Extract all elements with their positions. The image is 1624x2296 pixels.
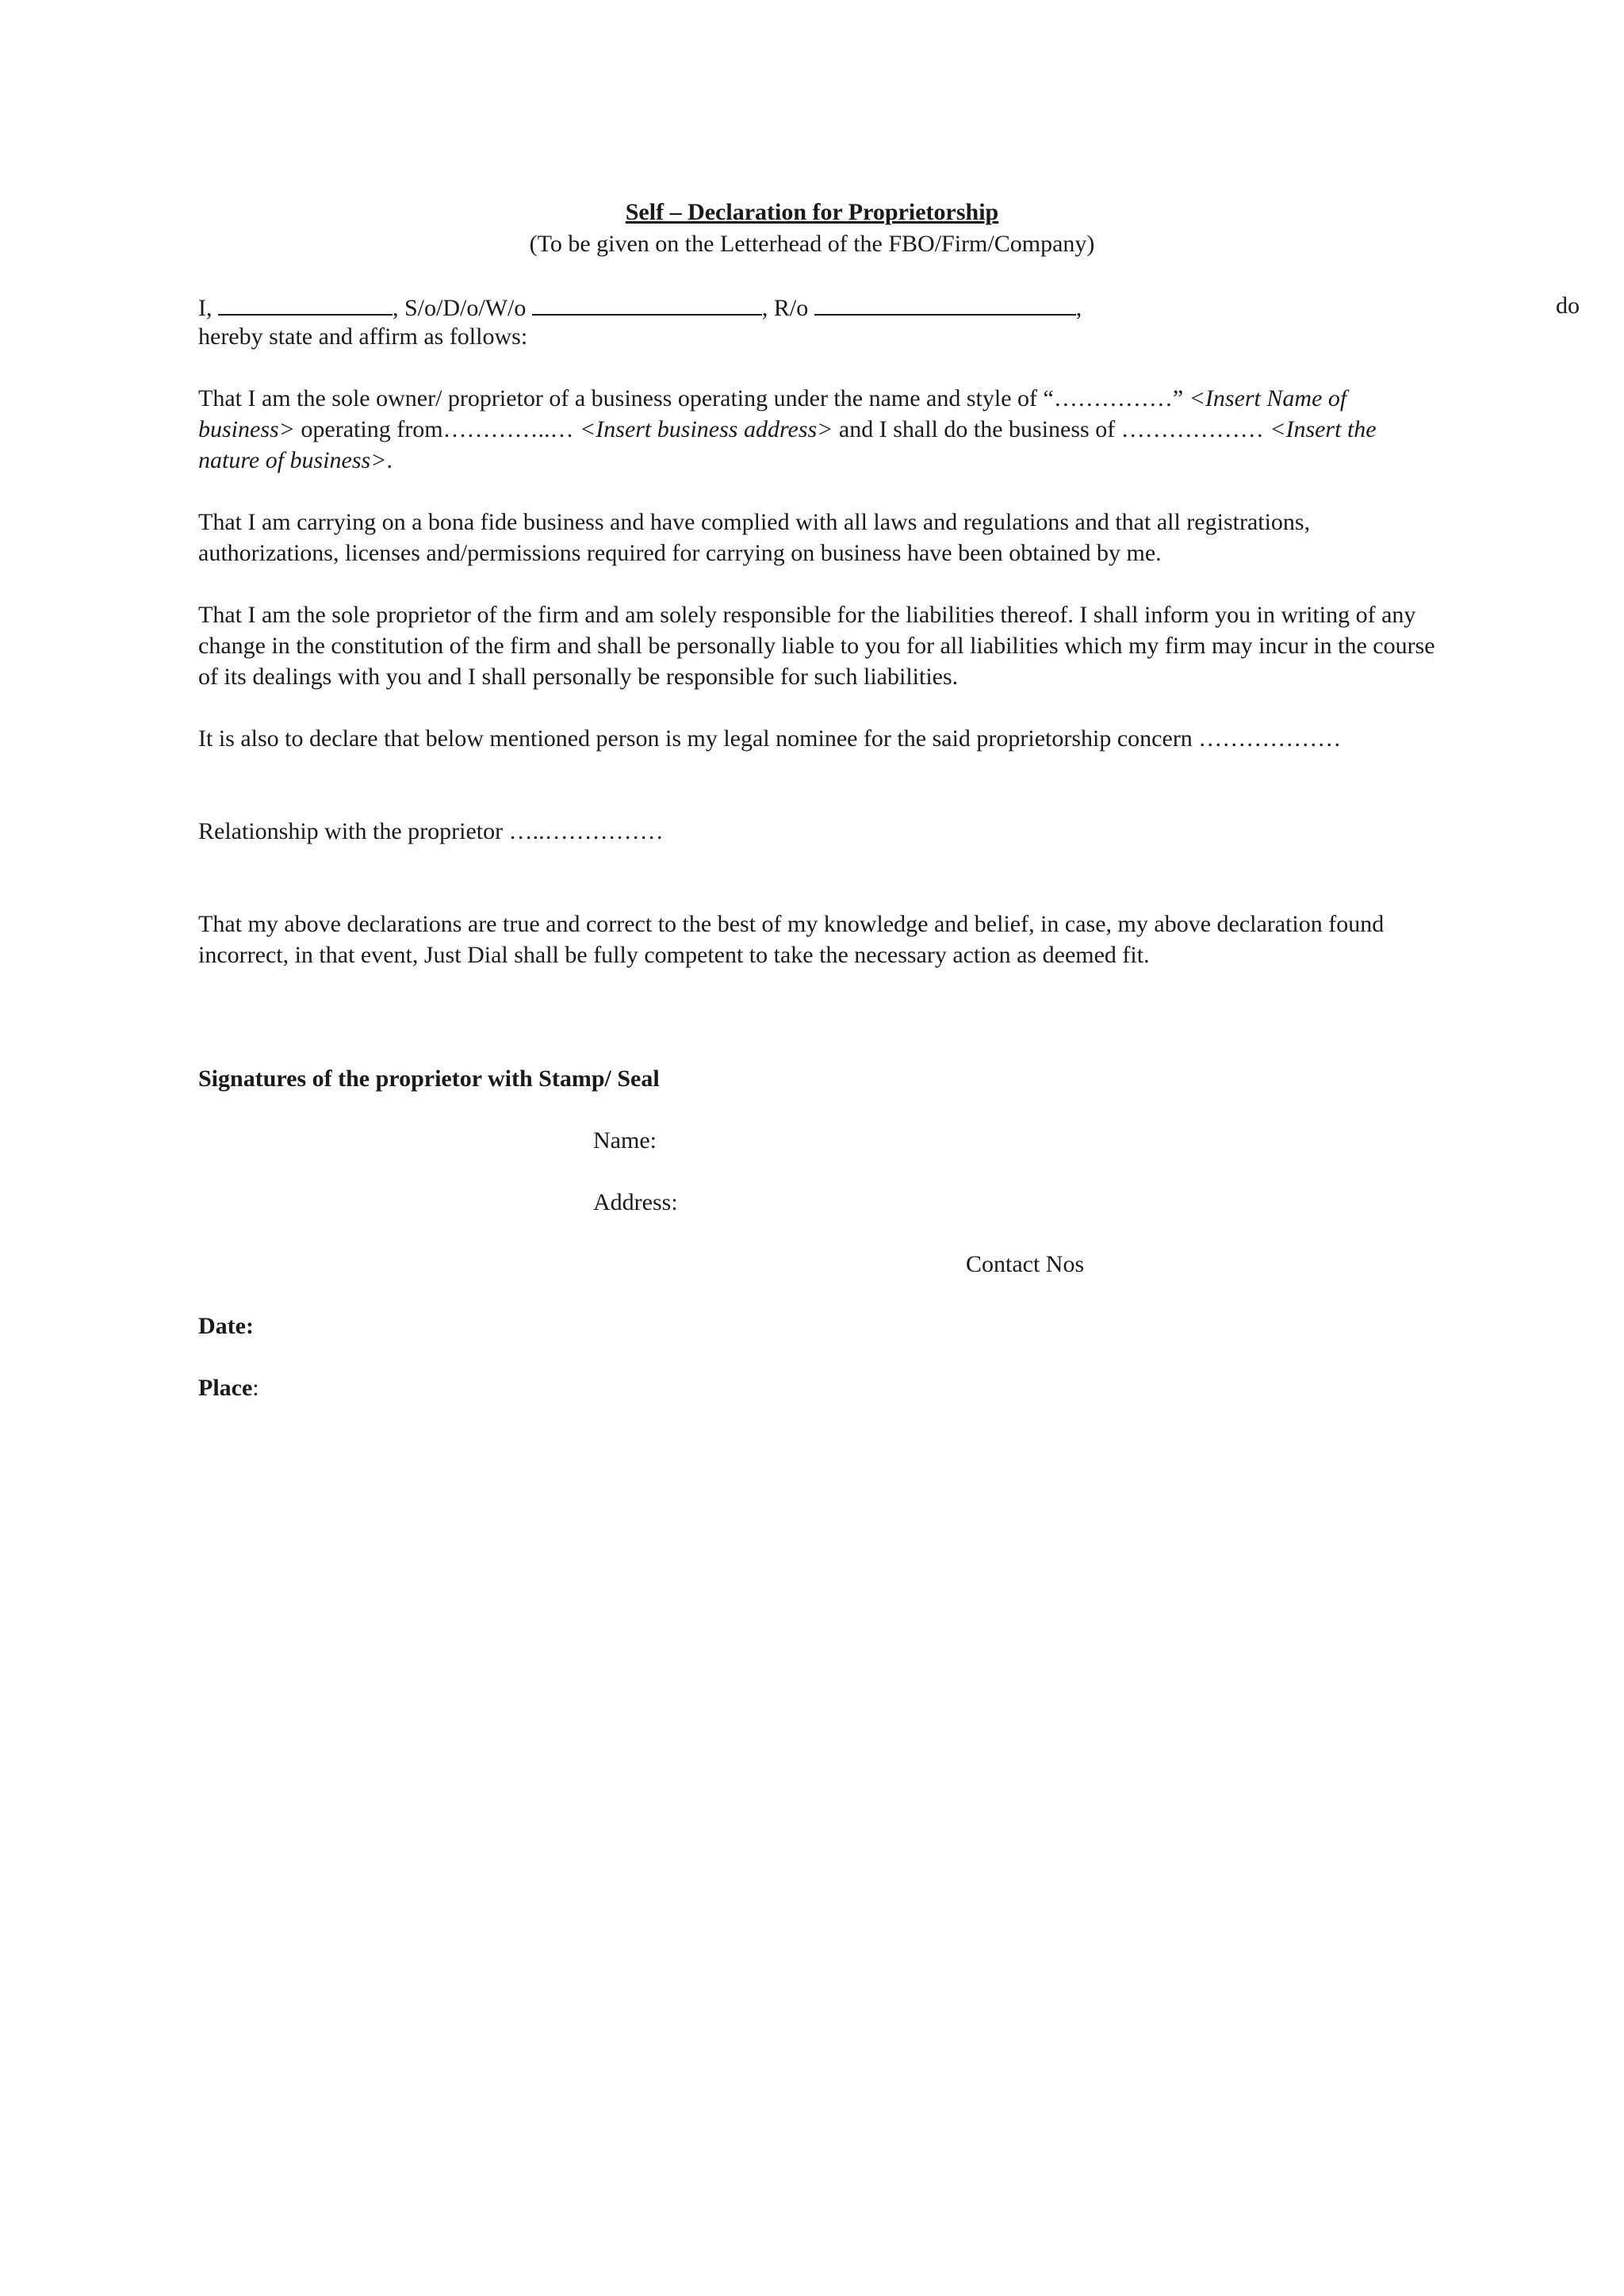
placeholder-business-name: <Insert Name of business>: [198, 385, 1347, 442]
owner-paragraph: [198, 383, 1435, 476]
placeholder-business-nature: <Insert the nature of business>: [198, 416, 1377, 473]
owner-text-a: That I am the sole owner/ proprietor of a business operating under the name and style of “……………”: [198, 385, 1184, 411]
intro-ro-label: , R/o: [761, 295, 809, 321]
intro-line-2: hereby state and affirm as follows:: [198, 323, 528, 350]
signatures-heading: Signatures of the proprietor with Stamp/ Seal: [198, 1066, 660, 1092]
name-label: Name:: [593, 1127, 657, 1154]
liability-paragraph: That I am the sole proprietor of the firm and am solely responsible for the liabilities thereof. I shall inform you in writing of any change in the constitution of the firm and shall be personally liable to you for all liabilities which my firm may incur in the course of its dealings with you and I shall personally be responsible for such liabilities.: [198, 602, 1435, 690]
relationship-line: Relationship with the proprietor …..……………: [198, 818, 664, 844]
contact-label: Contact Nos: [966, 1251, 1085, 1277]
date-label: Date:: [198, 1313, 254, 1339]
owner-text-end: .: [386, 447, 393, 473]
owner-text-c: and I shall do the business of ………………: [838, 416, 1264, 442]
relation-blank-field[interactable]: [532, 290, 762, 316]
name-blank-field[interactable]: [218, 290, 393, 316]
nominee-paragraph: It is also to declare that below mentioned person is my legal nominee for the said proprietorship concern ………………: [198, 725, 1342, 752]
intro-line-1: [198, 290, 1580, 321]
document-title: Self – Declaration for Proprietorship: [625, 199, 999, 225]
address-label: Address:: [593, 1189, 678, 1215]
intro-sodowo-label: , S/o/D/o/W/o: [393, 295, 527, 321]
owner-text-b: operating from…………..…: [301, 416, 574, 442]
intro-i-prefix: I,: [198, 295, 213, 321]
document-subtitle: (To be given on the Letterhead of the FBO/Firm/Company): [529, 231, 1095, 257]
compliance-paragraph: That I am carrying on a bona fide business and have complied with all laws and regulations and that all registrations, authorizations, licenses and/permissions required for carrying on business have been obtained by me.: [198, 509, 1311, 566]
declaration-paragraph: That my above declarations are true and correct to the best of my knowledge and belief, in case, my above declaration found incorrect, in that event, Just Dial shall be fully competent to take the necessary action as deemed fit.: [198, 911, 1385, 968]
intro-comma: ,: [1075, 295, 1082, 321]
placeholder-business-address: <Insert business address>: [580, 416, 833, 442]
place-colon: :: [252, 1375, 259, 1401]
place-line: [198, 1372, 1435, 1403]
place-label: Place: [198, 1375, 253, 1401]
residence-blank-field[interactable]: [814, 290, 1076, 316]
intro-paragraph: [198, 290, 1580, 352]
intro-do-word: do: [1556, 293, 1580, 319]
